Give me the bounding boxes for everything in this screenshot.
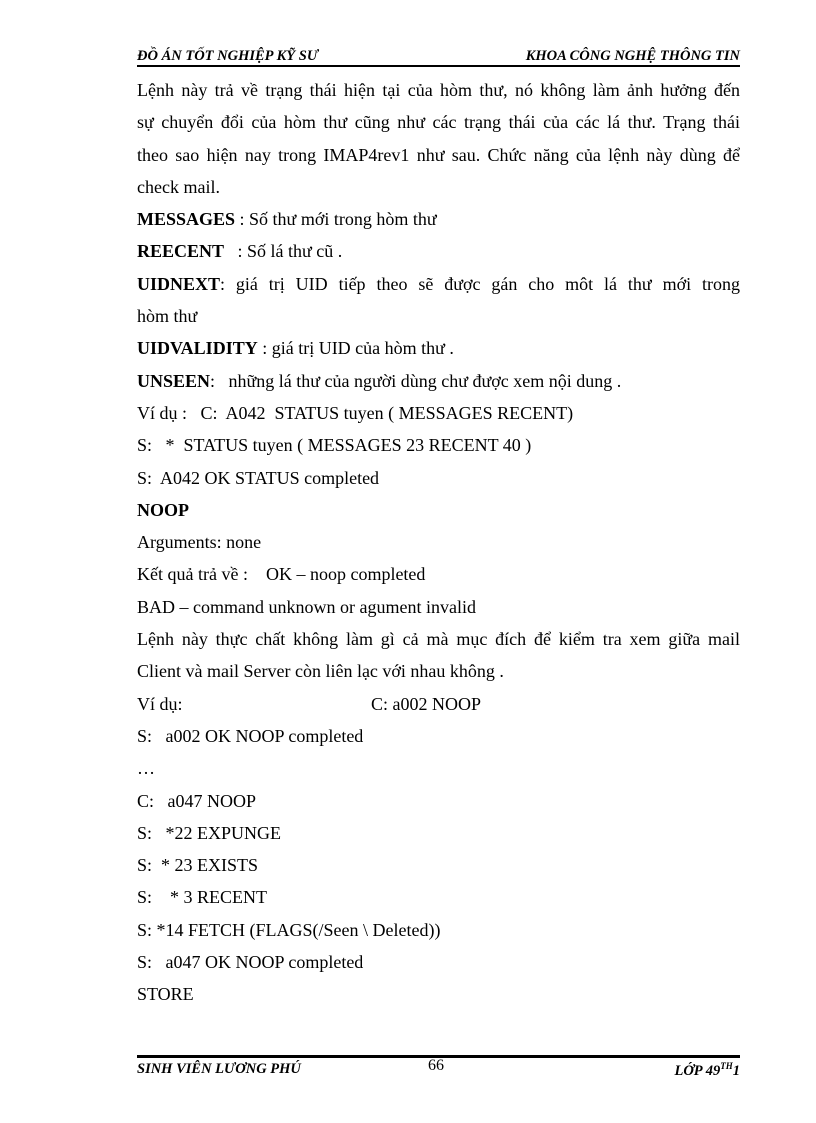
class-suffix: 1: [732, 1062, 740, 1079]
paragraph-line: Lệnh này thực chất không làm gì cả mà mục đích để kiểm tra xem giữa mail: [137, 629, 740, 650]
class-label: LỚP 49: [674, 1062, 721, 1079]
term: UIDVALIDITY: [137, 338, 258, 359]
definition-uidnext: [137, 268, 740, 300]
result-line: Kết quả trả về : OK – noop completed: [137, 564, 426, 585]
arguments-line: Arguments: none: [137, 532, 262, 553]
header-right: KHOA CÔNG NGHỆ THÔNG TIN: [525, 48, 740, 64]
definition-messages: [137, 203, 740, 235]
class-superscript: TH: [720, 1061, 733, 1071]
footer-right: [674, 1061, 740, 1080]
body-text: [137, 74, 740, 1011]
term: UIDNEXT: [137, 273, 221, 294]
term-desc: : Số thư mới trong hòm thư: [235, 209, 437, 230]
example-label: Ví dụ:: [137, 693, 183, 714]
paragraph-line: Client và mail Server còn liên lạc với nhau không .: [137, 661, 504, 682]
definition-uidvalidity: [137, 332, 740, 364]
section-title: NOOP: [137, 499, 189, 520]
definition-reecent: [137, 235, 740, 267]
example-command: C: a002 NOOP: [371, 693, 482, 714]
term: UNSEEN: [137, 370, 211, 391]
term-desc: : giá trị UID tiếp theo sẽ được gán cho môt lá thư mới trong: [220, 273, 740, 294]
bad-line: BAD – command unknown or agument invalid: [137, 596, 476, 617]
example-line: Ví dụ : C: A042 STATUS tuyen ( MESSAGES RECENT): [137, 402, 574, 423]
example-line: STORE: [137, 984, 194, 1005]
example2-header: [137, 688, 740, 720]
example-line: S: * 3 RECENT: [137, 887, 268, 908]
page-footer: [137, 1057, 740, 1081]
paragraph-line: Lệnh này trả về trạng thái hiện tại của hòm thư, nó không làm ảnh hưởng đến: [137, 80, 740, 100]
definition-uidnext-cont: hòm thư: [137, 306, 198, 327]
example-line: S: a047 OK NOOP completed: [137, 952, 364, 973]
example-line: S: A042 OK STATUS completed: [137, 467, 380, 488]
definition-unseen: [137, 365, 740, 397]
term: MESSAGES: [137, 209, 236, 230]
header-left: ĐỒ ÁN TỐT NGHIỆP KỸ SƯ: [137, 48, 319, 64]
example-line: C: a047 NOOP: [137, 790, 257, 811]
example-line: S: * 23 EXISTS: [137, 855, 259, 876]
term-desc: : Số lá thư cũ .: [224, 241, 343, 262]
paragraph-line: check mail.: [137, 176, 220, 197]
term-desc: : những lá thư của người dùng chư được xem nội dung .: [210, 370, 622, 391]
paragraph-line: sự chuyển đổi của hòm thư cũng như các trạng thái của các lá thư. Trạng thái: [137, 112, 740, 133]
example-line: S: * STATUS tuyen ( MESSAGES 23 RECENT 40 ): [137, 435, 532, 456]
term-desc: : giá trị UID của hòm thư .: [257, 338, 454, 359]
paragraph-line: theo sao hiện nay trong IMAP4rev1 như sau. Chức năng của lệnh này dùng để: [137, 144, 740, 165]
example-line: S: a002 OK NOOP completed: [137, 725, 364, 746]
page-header: [137, 45, 740, 67]
section-title-noop: [137, 494, 740, 526]
term: REECENT: [137, 241, 225, 262]
example-line: S: *22 EXPUNGE: [137, 822, 282, 843]
page-number: 66: [428, 1057, 444, 1074]
footer-left: SINH VIÊN LƯƠNG PHÚ: [137, 1061, 301, 1077]
header-rule: [137, 65, 740, 67]
example-line: S: *14 FETCH (FLAGS(/Seen \ Deleted)): [137, 919, 441, 940]
example-line: …: [137, 758, 155, 779]
